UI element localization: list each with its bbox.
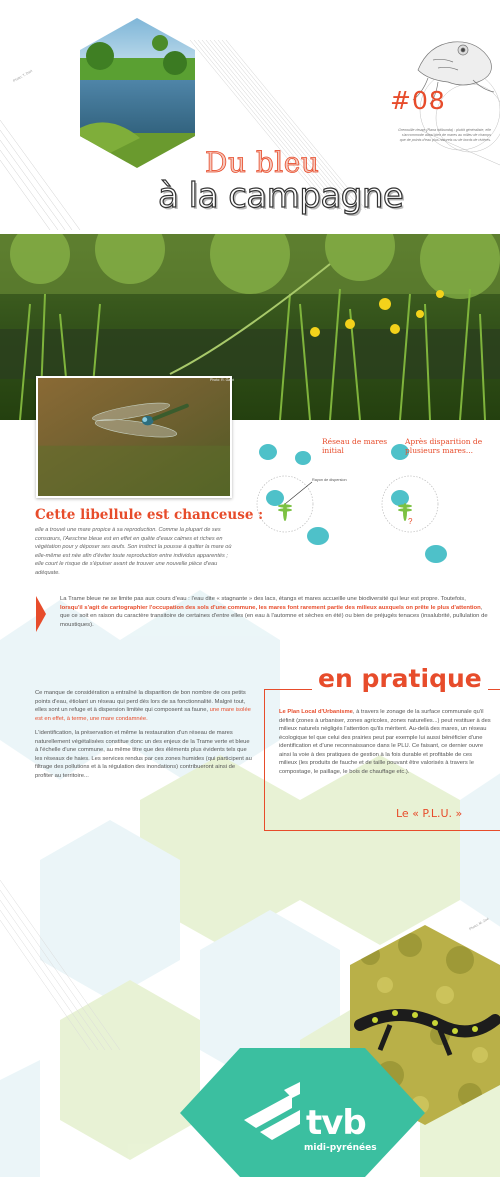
en-pratique-text (279, 708, 491, 776)
dragonfly-photo-credit: Photo: R. Garbi (210, 378, 235, 382)
plu-link[interactable]: Le « P.L.U. » (396, 807, 463, 820)
trame-text-after: , que ce soit en raison du caractère transitoire de certaines d'entre elles (en eau à l'automne et sèches en été) ou bien de préjugés tenaces (insalubrité, pullulation de moustiques). (60, 604, 488, 628)
dragonfly-text: elle a trouvé une mare propice à sa reproduction. Comme la plupart de ses consœurs, l'Aeschne bleue est en effet en quête d'eaux calmes et riches en végétation pour y déposer ses œufs. Son instinct la pousse à quitter la mare où elle-même est née afin d'éviter toute reproduction entre individus apparentés ; elle court le risque de s'épuiser avant de trouver une nouvelle pièce d'eau adéquate. (35, 527, 232, 576)
body-paragraph-2: L'identification, la préservation et même la restauration d'un réseau de mares naturellement végétalisées constitue donc un des enjeux de la Trame verte et bleue à l'échelle d'une commune, au même titre que des éléments plus évidents tels que les réseaux de haies. Les services rendus par ces zones humides (qui participent au filtrage des pollutions et à la régulation des inondations) contribueront ainsi de profiter au territoire... (35, 730, 252, 779)
en-pratique-highlight: Le Plan Local d'Urbanisme (279, 709, 353, 715)
en-pratique-title: en pratique (312, 664, 488, 693)
trame-paragraph (60, 595, 490, 629)
body-p1-highlight: une mare isolée est en effet, à terme, une mare condamnée. (35, 707, 251, 722)
dragonfly-photo (36, 376, 235, 498)
salamander-photo-credit: Photo: M. Zoé (468, 916, 490, 932)
page-title-line2: à la campagne (158, 176, 404, 216)
pond-network-diagram (250, 436, 500, 576)
diagram-question-mark: ? (408, 517, 413, 526)
dispersal-radius-label: Rayon de dispersion (312, 478, 347, 482)
arrow-marker-icon (36, 596, 46, 632)
body-p1-text: Ce manque de considération a entraîné la disparition de bon nombre de ces petits points d'eau, étiolant un réseau qui perd dès lors de sa fonctionnalité. Malgré tout, elles sont un refuge et à dispersion limitée qui composent sa faune, (35, 690, 246, 713)
page-title-line1: Du bleu (205, 146, 320, 179)
tvb-logo-hexagon (180, 1048, 425, 1177)
en-pratique-body: , à travers le zonage de la surface communale qu'il définit (zones à urbaniser, zones agricoles, zones naturelles...) peut restituer à des milieux naturels négligés l'attention qu'ils méritent. Au-delà des mares, un réseau écologique tel que celui des prairies peut par exemple lui aussi bénéficier d'une identification et d'une reconnaissance dans le PLU. Ce faisant, ce dernier ouvre ainsi la voie à des pratiques de gestion à la fois durable et profitable de ces milieux (les produits de fauche et de taille pouvant être valorisés à travers le compostage, le paillage, le bois de chauffage etc.). (279, 709, 491, 775)
body-left-column (35, 689, 253, 786)
body-paragraph-1 (35, 689, 253, 723)
logo-region: midi-pyrénées (304, 1143, 377, 1153)
dragonfly-title: Cette libellule est chanceuse : (35, 507, 264, 523)
issue-number: #08 (390, 86, 446, 115)
diagram-label-after: Après disparition de plusieurs mares... (405, 437, 483, 455)
photo-credit-top: Photo: T. Dart (12, 68, 33, 84)
diagram-label-initial: Réseau de mares initial (322, 437, 388, 455)
trame-highlight: lorsqu'il s'agit de cartographier l'occupation des sols d'une commune, les mares font rarement partie des milieux auxquels on prête le plus d'attention (60, 604, 481, 611)
frog-caption: Grenouille rieuse (Rana ridibunda) : plutôt généraliste, elle s'accommode aussi bien de mares au milieu de champs que de points d'eau plus naturels ou de bords de rivières. (398, 128, 491, 142)
logo-name: tvb (306, 1103, 366, 1143)
trame-text-before: La Trame bleue ne se limite pas aux cours d'eau : l'eau dite « stagnante » des lacs, étangs et mares accueille une biodiversité qui leur est propre. Toutefois, (60, 596, 466, 602)
landscape-hexagon-photo (80, 18, 195, 168)
